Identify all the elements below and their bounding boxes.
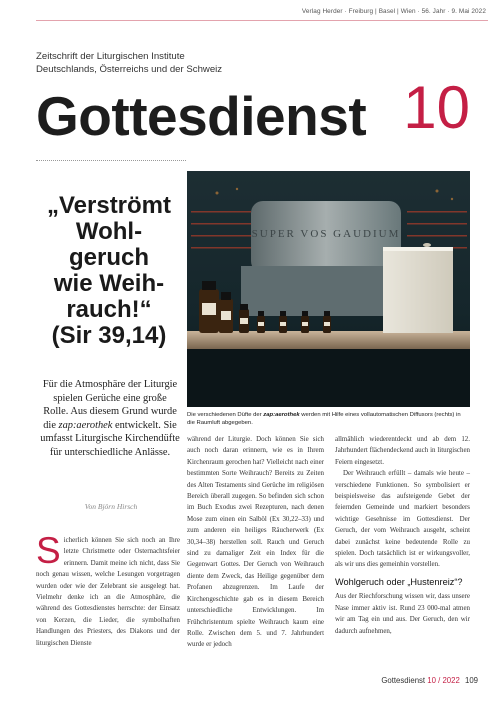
quote-line: (Sir 39,14) xyxy=(51,322,167,349)
section-subheading: Wohlgeruch oder „Hustenreiz“? xyxy=(335,576,463,587)
article-paragraph: während der Liturgie. Doch können Sie sich auch noch daran erinnern, wie es in Ihrem Kirchenraum gerochen hat? Vielleicht nach einer bestimmten Sorte Weihrauch? Bereits zu Zeiten des Alten Testaments sind Gerüche im religiösen Bereich überall zugegen. So befinden sich schon im Buch Exodus zwei Rezepturen, nach denen Mose zum einen ein Salböl (Ex 30,22–33) und zum anderen ein heiliges Räucherwerk (Ex 30,34–38) herstellen soll. Rauch und Geruch sind zu damaliger Zeit ein Index für die Gegenwart Gottes. Der Geruch von Weihrauch diente dem Zweck, das Heilige gegenüber dem Profanen abzugrenzen. Im Laufe der Kirchengeschichte gab es in diesem Bereich unterschiedliche Entwicklungen. Im Frühchristentum spielte Weihrauch kaum eine Rolle. Zwischen dem 5. und 7. Jahrhundert wurde er jedoch xyxy=(187,435,324,649)
journal-subtitle xyxy=(36,51,222,76)
lead-product-name: zap:aerothek xyxy=(58,419,113,431)
lead-text-1: Für die Atmosphäre der Liturgie spielen Gerüche eine große Rolle. Aus diesem Grund wurde die xyxy=(42,379,178,431)
stone-inscription: SUPER VOS GAUDIUM xyxy=(251,228,401,240)
issue-number: 10 xyxy=(403,74,470,141)
author-byline: Von Björn Hirsch xyxy=(84,502,138,511)
article-column-3 xyxy=(335,434,470,637)
lead-text-2: entwickelt. Sie umfasst Liturgische Kirchendüfte für unterschiedliche Anlässe. xyxy=(40,419,180,458)
footer-issue: 10 / 2022 xyxy=(427,676,460,685)
photo-caption xyxy=(187,411,467,428)
subtitle-line-2: Deutschlands, Österreichs und der Schweiz xyxy=(36,63,223,75)
quote-line: Wohl- xyxy=(75,218,143,245)
quote-line: geruch xyxy=(68,244,149,271)
article-photo xyxy=(187,171,470,407)
caption-product-name: zap:aerothek xyxy=(263,412,300,418)
footer-magazine: Gottesdienst xyxy=(381,676,426,685)
page-number: 109 xyxy=(464,676,478,685)
article-column-1 xyxy=(36,530,180,649)
page-footer xyxy=(381,676,478,685)
article-paragraph: Aus der Riechforschung wissen wir, dass unsere Nase immer aktiv ist. Rund 23 000-mal atmen wir am Tag ein und aus. Der Geruch, den wir dadurch aufnehmen, xyxy=(335,592,470,635)
quote-line: rauch!“ xyxy=(66,296,152,323)
quote-line: „Verströmt xyxy=(46,192,172,219)
article-column-2 xyxy=(187,434,324,651)
caption-text-1: Die verschiedenen Düfte der xyxy=(187,412,264,418)
article-paragraph: icherlich können Sie sich noch an Ihre letzte Christmette oder Osternachtsfeier erinnern. Damit meine ich nicht, dass Sie noch genau wissen, welche Lesungen vorgetragen wurden oder wie der Zelebrant sie ausgelegt hat. Vielmehr denke ich an die Atmosphäre, die während des Gottesdienstes herrschte: der Einsatz von Kerzen, die Lieder, die symbolhaften Handlungen des Priesters, des Diakons und der liturgischen Dienste xyxy=(36,536,180,647)
lead-paragraph xyxy=(40,378,180,460)
article-paragraph: Der Weihrauch erfüllt – damals wie heute – verschiedene Funktionen. So symbolisiert er beispielsweise das aufsteigende Gebet der feiernden Gemeinde und markiert besonders wichtige Gesehnisse im Gottesdienst. Der Geruch, der vom Weihrauch ausgeht, scheint dabei zunächst keine bedeutende Rolle zu spielen. Doch tatsächlich ist er wirkungsvoller, als wir uns dies gemeinhin vorstellen. xyxy=(335,469,470,569)
masthead-title: Gottesdienst xyxy=(36,85,367,147)
quote-line: wie Weih- xyxy=(53,270,165,297)
subtitle-line-1: Zeitschrift der Liturgischen Institute xyxy=(36,51,185,62)
pull-quote xyxy=(36,193,182,349)
publisher-meta-line: Verlag Herder · Freiburg | Basel | Wien · 56. Jahr · 9. Mai 2022 xyxy=(301,8,486,15)
caption-text-2: werden mit Hilfe eines vollautomatischen Diffusors (rechts) in die Raumluft abgegeben. xyxy=(187,412,461,427)
dotted-divider xyxy=(36,160,186,161)
photo-illustration xyxy=(187,171,470,407)
article-paragraph: allmählich wiederentdeckt und ab dem 12. Jahrhundert flächendeckend auch in liturgischen Feiern eingesetzt. xyxy=(335,435,470,466)
header-rule xyxy=(36,20,488,21)
drop-cap: S xyxy=(36,530,61,571)
